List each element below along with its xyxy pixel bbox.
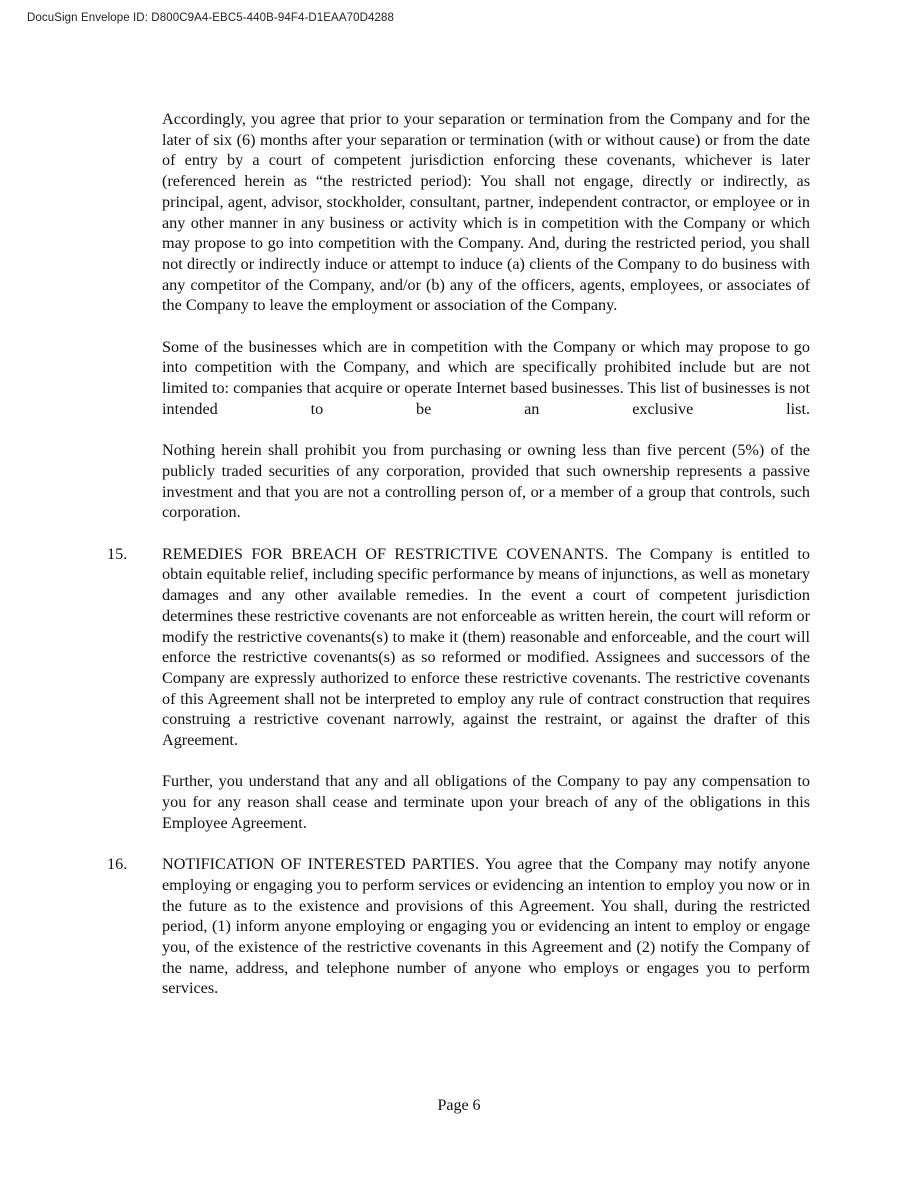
section-15-number: 15. — [107, 544, 128, 563]
document-body — [107, 109, 810, 999]
securities-exception-paragraph: Nothing herein shall prohibit you from purchasing or owning less than five percent (5%) of the publicly traded securities of any corporation, provided that such ownership represents a passive investment and that you are not a controlling person of, or a member of a group that controls, such corporation. — [162, 441, 810, 522]
section-15-text: REMEDIES FOR BREACH OF RESTRICTIVE COVENANTS. The Company is entitled to obtain equitable relief, including specific performance by means of injunctions, as well as monetary damages and any other available remedies. In the event a court of competent jurisdiction determines these restrictive covenants are not enforceable as written herein, the court will reform or modify the restrictive covenants(s) to make it (them) reasonable and enforceable, and the court will enforce the restrictive covenants(s) as so reformed or modified. Assignees and successors of the Company are expressly authorized to enforce these restrictive covenants. The restrictive covenants of this Agreement shall not be interpreted to employ any rule of contract construction that requires construing a restrictive covenant narrowly, against the restraint, or against the drafter of this Agreement. — [162, 544, 810, 750]
section-16-text: NOTIFICATION OF INTERESTED PARTIES. You agree that the Company may notify anyone employing or engaging you to perform services or evidencing an intention to employ you now or in the future as to the existence and provisions of this Agreement. You shall, during the restricted period, (1) inform anyone employing or engaging you or evidencing an intent to employ or engage you, of the existence of the restrictive covenants in this Agreement and (2) notify the Company of the name, address, and telephone number of anyone who employs or engages you to perform services. — [162, 855, 810, 998]
docusign-envelope-id: DocuSign Envelope ID: D800C9A4-EBC5-440B-94F4-D1EAA70D4288 — [27, 12, 394, 24]
section-16 — [107, 854, 810, 999]
page-number: Page 6 — [437, 1097, 481, 1114]
restricted-period-paragraph: Accordingly, you agree that prior to your separation or termination from the Company and for the later of six (6) months after your separation or termination (with or without cause) or from the date of entry by a court of competent jurisdiction enforcing these covenants, whichever is later (referenced herein as “the restricted period): You shall not engage, directly or indirectly, as principal, agent, advisor, stockholder, consultant, partner, independent contractor, or employee or in any other manner in any business or activity which is in competition with the Company or which may propose to go into competition with the Company. And, during the restricted period, you shall not directly or indirectly induce or attempt to induce (a) clients of the Company to do business with any competitor of the Company, and/or (b) any of the officers, agents, employees, or associates of the Company to leave the employment or association of the Company. — [162, 110, 810, 315]
obligations-termination-paragraph: Further, you understand that any and all obligations of the Company to pay any compensation to you for any reason shall cease and terminate upon your breach of any of the obligations in this Employee Agreement. — [162, 772, 810, 832]
section-15 — [107, 544, 810, 751]
competing-businesses-paragraph: Some of the businesses which are in competition with the Company or which may propose to go into competition with the Company, and which are specifically prohibited include but are not limited to: companies that acquire or operate Internet based businesses. This list of businesses is not intended to be an exclusive list. — [162, 337, 810, 418]
section-16-number: 16. — [107, 855, 128, 874]
